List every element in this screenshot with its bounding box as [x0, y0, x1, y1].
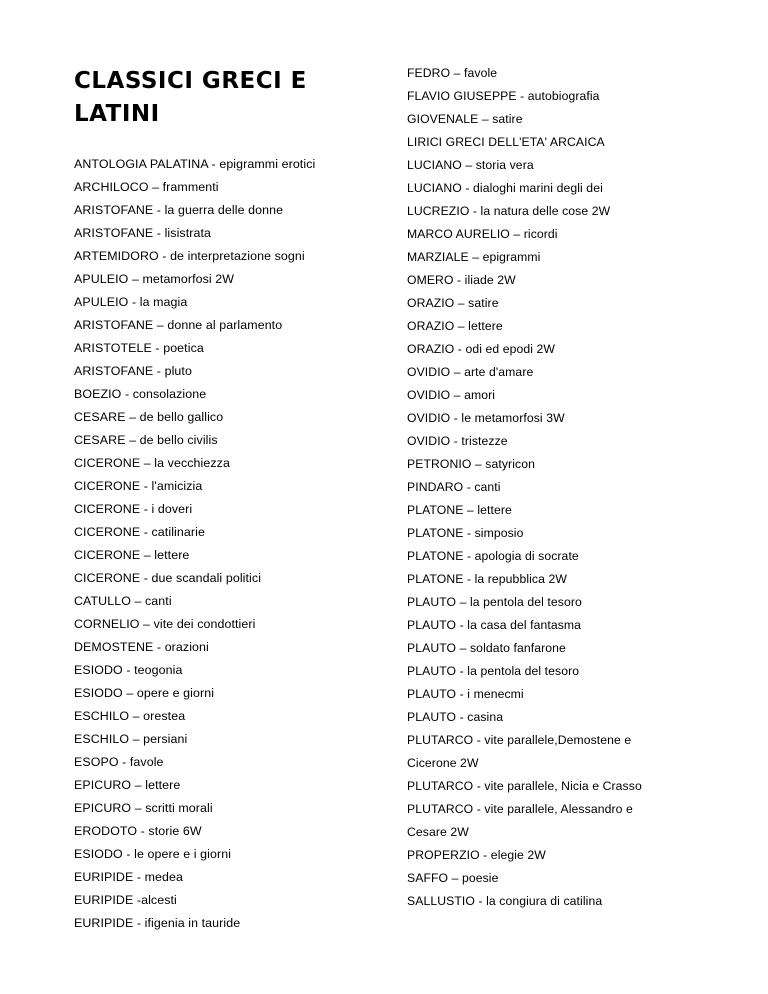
- book-entry: CESARE – de bello gallico: [74, 410, 224, 424]
- book-entry: Cicerone 2W: [407, 756, 479, 770]
- book-entry: PLATONE – lettere: [407, 503, 512, 517]
- book-entry: PLATONE - la repubblica 2W: [407, 572, 567, 586]
- book-entry: EURIPIDE - medea: [74, 870, 184, 884]
- book-entry: PLAUTO - la casa del fantasma: [407, 618, 582, 632]
- book-entry: CICERONE - i doveri: [74, 502, 193, 516]
- book-entry: CORNELIO – vite dei condottieri: [74, 617, 256, 631]
- book-entry: EPICURO – scritti morali: [74, 801, 213, 815]
- book-entry: ARISTOFANE - lisistrata: [74, 226, 212, 240]
- book-entry: PINDARO - canti: [407, 480, 501, 494]
- book-entry: PLATONE - simposio: [407, 526, 524, 540]
- document-title: CLASSICI GRECI E LATINI: [74, 68, 307, 127]
- book-entry: ANTOLOGIA PALATINA - epigrammi erotici: [74, 157, 316, 171]
- book-entry: PLUTARCO - vite parallele, Alessandro e: [407, 802, 633, 816]
- book-entry: PLUTARCO - vite parallele, Nicia e Crasso: [407, 779, 642, 793]
- book-entry: OVIDIO – amori: [407, 388, 496, 402]
- book-entry: CESARE – de bello civilis: [74, 433, 218, 447]
- book-entry: CATULLO – canti: [74, 594, 172, 608]
- book-entry: OVIDIO – arte d'amare: [407, 365, 534, 379]
- book-entry: ESIODO – opere e giorni: [74, 686, 215, 700]
- book-entry: OVIDIO - le metamorfosi 3W: [407, 411, 565, 425]
- book-entry: LUCIANO – storia vera: [407, 158, 534, 172]
- book-entry: ESOPO - favole: [74, 755, 164, 769]
- book-entry: ESCHILO – orestea: [74, 709, 186, 723]
- book-entry: LUCREZIO - la natura delle cose 2W: [407, 204, 611, 218]
- book-entry: PLATONE - apologia di socrate: [407, 549, 579, 563]
- book-entry: EPICURO – lettere: [74, 778, 181, 792]
- book-entry: EURIPIDE -alcesti: [74, 893, 177, 907]
- book-entry: EURIPIDE - ifigenia in tauride: [74, 916, 241, 930]
- book-entry: LIRICI GRECI DELL'ETA' ARCAICA: [407, 135, 605, 149]
- book-entry: CICERONE – la vecchiezza: [74, 456, 230, 470]
- book-entry: CICERONE - l'amicizia: [74, 479, 203, 493]
- book-entry: SALLUSTIO - la congiura di catilina: [407, 894, 603, 908]
- book-entry: ORAZIO – satire: [407, 296, 499, 310]
- book-entry: PLUTARCO - vite parallele,Demostene e: [407, 733, 632, 747]
- left-book-list: [74, 153, 384, 935]
- book-entry: PLAUTO - i menecmi: [407, 687, 524, 701]
- book-entry: APULEIO - la magia: [74, 295, 188, 309]
- book-entry: ESIODO - teogonia: [74, 663, 183, 677]
- book-entry: PETRONIO – satyricon: [407, 457, 535, 471]
- book-entry: ERODOTO - storie 6W: [74, 824, 202, 838]
- left-column: [74, 62, 384, 935]
- book-entry: ORAZIO - odi ed epodi 2W: [407, 342, 556, 356]
- book-entry: CICERONE - due scandali politici: [74, 571, 262, 585]
- book-entry: OVIDIO - tristezze: [407, 434, 508, 448]
- book-entry: ARTEMIDORO - de interpretazione sogni: [74, 249, 305, 263]
- book-entry: PLAUTO – la pentola del tesoro: [407, 595, 582, 609]
- book-entry: DEMOSTENE - orazioni: [74, 640, 209, 654]
- book-entry: OMERO - iliade 2W: [407, 273, 516, 287]
- right-column: [407, 62, 707, 913]
- right-book-list: [407, 62, 707, 913]
- book-entry: CICERONE – lettere: [74, 548, 190, 562]
- book-entry: ARISTOFANE - la guerra delle donne: [74, 203, 284, 217]
- book-entry: APULEIO – metamorfosi 2W: [74, 272, 235, 286]
- book-entry: BOEZIO - consolazione: [74, 387, 207, 401]
- book-entry: MARCO AURELIO – ricordi: [407, 227, 558, 241]
- book-entry: MARZIALE – epigrammi: [407, 250, 541, 264]
- book-entry: GIOVENALE – satire: [407, 112, 523, 126]
- book-entry: PLAUTO - la pentola del tesoro: [407, 664, 580, 678]
- book-entry: ESIODO - le opere e i giorni: [74, 847, 232, 861]
- book-entry: Cesare 2W: [407, 825, 469, 839]
- book-entry: CICERONE - catilinarie: [74, 525, 205, 539]
- book-entry: FLAVIO GIUSEPPE - autobiografia: [407, 89, 600, 103]
- book-entry: ARCHILOCO – frammenti: [74, 180, 219, 194]
- book-entry: PROPERZIO - elegie 2W: [407, 848, 546, 862]
- book-entry: PLAUTO - casina: [407, 710, 504, 724]
- book-entry: ARISTOFANE - pluto: [74, 364, 192, 378]
- book-entry: SAFFO – poesie: [407, 871, 499, 885]
- book-entry: ORAZIO – lettere: [407, 319, 503, 333]
- book-entry: ARISTOTELE - poetica: [74, 341, 204, 355]
- book-entry: ESCHILO – persiani: [74, 732, 188, 746]
- book-entry: PLAUTO – soldato fanfarone: [407, 641, 566, 655]
- book-entry: ARISTOFANE – donne al parlamento: [74, 318, 283, 332]
- book-entry: FEDRO – favole: [407, 66, 498, 80]
- book-entry: LUCIANO - dialoghi marini degli dei: [407, 181, 603, 195]
